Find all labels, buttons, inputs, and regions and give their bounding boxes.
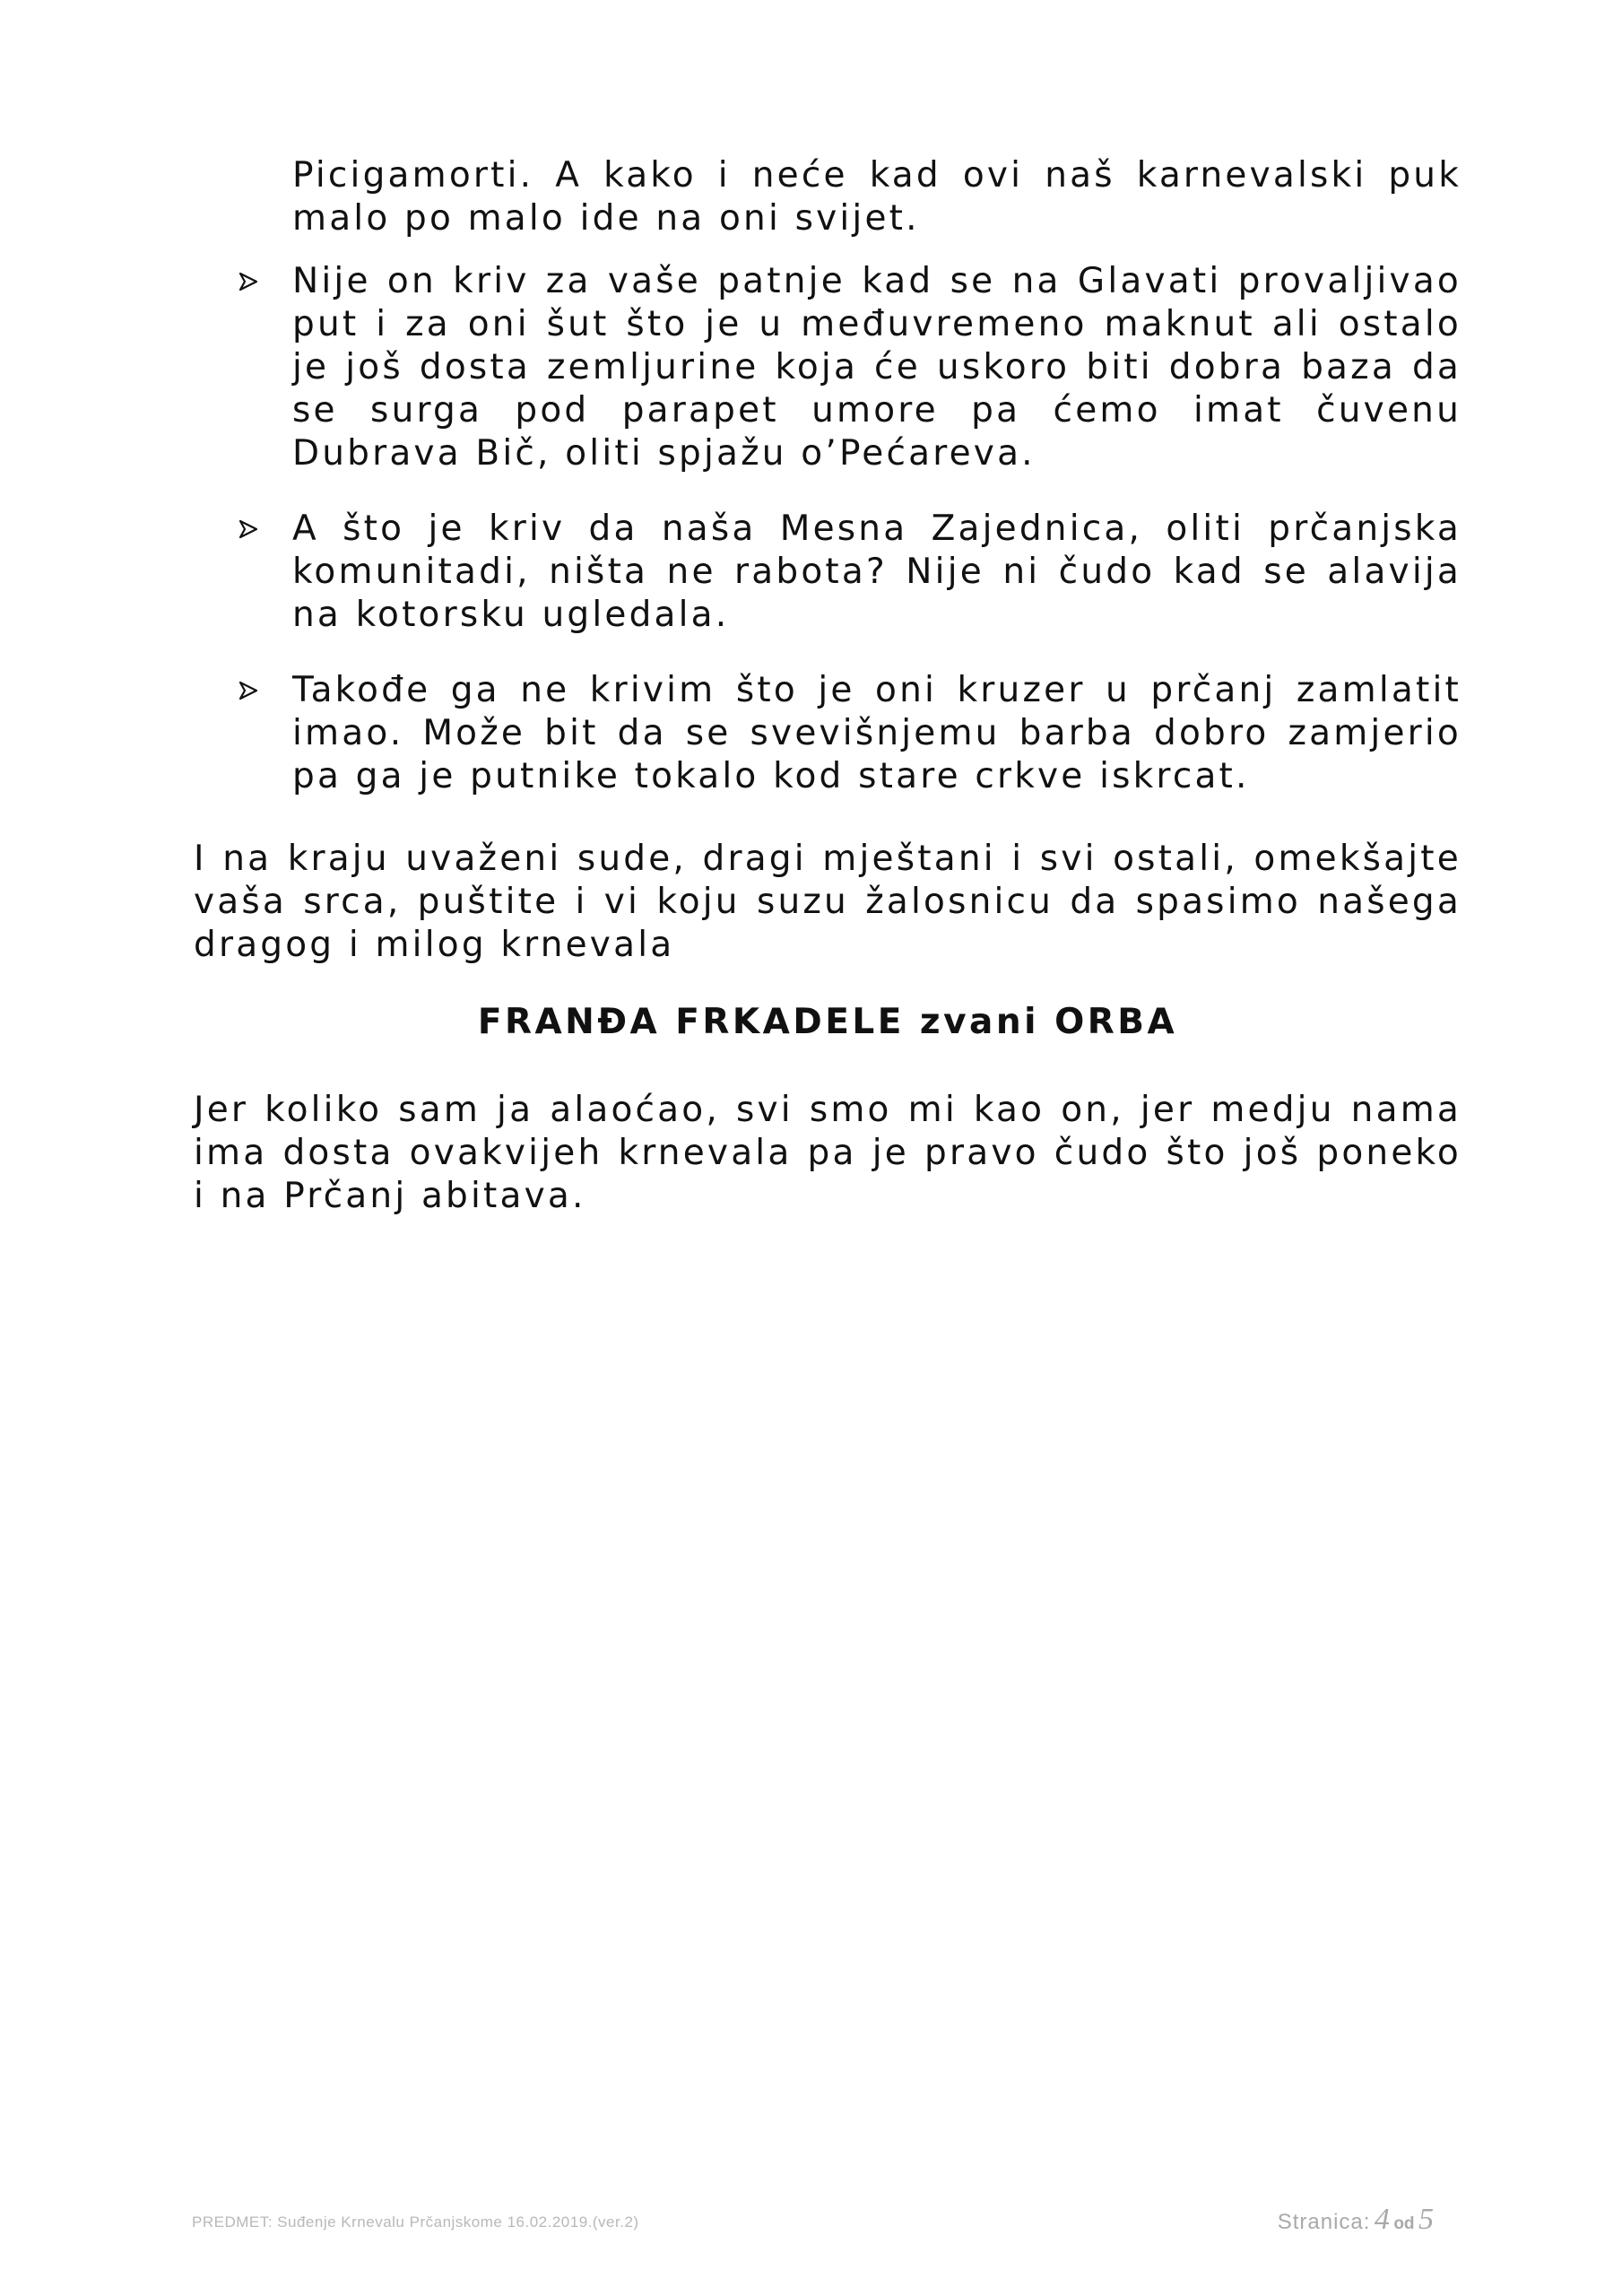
arrowhead-bullet-icon — [239, 260, 292, 303]
page-current: 4 — [1374, 2203, 1390, 2236]
footer-subject: PREDMET: Suđenje Krnevalu Prčanjskome 16.02.2019.(ver.2) — [192, 2213, 639, 2231]
section-heading: FRANĐA FRKADELE zvani ORBA — [477, 1002, 1178, 1042]
page-total: 5 — [1418, 2203, 1434, 2236]
page-label: Stranica: — [1277, 2210, 1371, 2234]
list-item — [239, 669, 1462, 798]
bullet-list — [239, 260, 1462, 831]
continuation-paragraph: Picigamorti. A kako i neće kad ovi naš karnevalski puk malo po malo ide na oni svijet. — [292, 155, 1462, 239]
bullet-text: A što je kriv da naša Mesna Zajednica, oliti prčanjska komunitadi, ništa ne rabota? Nije ni čudo kad se alavija na kotorsku ugledala. — [292, 509, 1462, 635]
final-paragraph: Jer koliko sam ja alaoćao, svi smo mi kao on, jer medju nama ima dosta ovakvijeh krnevala pa je pravo čudo što još poneko i na Prčanj abitava. — [194, 1090, 1462, 1216]
list-item — [239, 260, 1462, 475]
page-number — [1278, 2203, 1434, 2237]
arrowhead-bullet-icon — [239, 508, 292, 551]
bullet-text: Takođe ga ne krivim što je oni kruzer u prčanj zamlatit imao. Može bit da se svevišnjemu barba dobro zamjerio pa ga je putnike tokalo kod stare crkve iskrcat. — [292, 670, 1462, 796]
arrowhead-bullet-icon — [239, 669, 292, 712]
page-of-label: od — [1393, 2214, 1415, 2233]
list-item — [239, 508, 1462, 637]
bullet-text: Nije on kriv za vaše patnje kad se na Glavati provaljivao put i za oni šut što je u međuvremeno maknut ali ostalo je još dosta zemljurine koja će uskoro biti dobra baza da se surga pod parapet umore pa ćemo imat čuvenu Dubrava Bič, oliti spjažu o’Pećareva. — [292, 261, 1462, 474]
closing-paragraph: I na kraju uvaženi sude, dragi mještani i svi ostali, omekšajte vaša srca, puštite i vi koju suzu žalosnicu da spasimo našega dragog i milog krnevala — [194, 839, 1462, 965]
